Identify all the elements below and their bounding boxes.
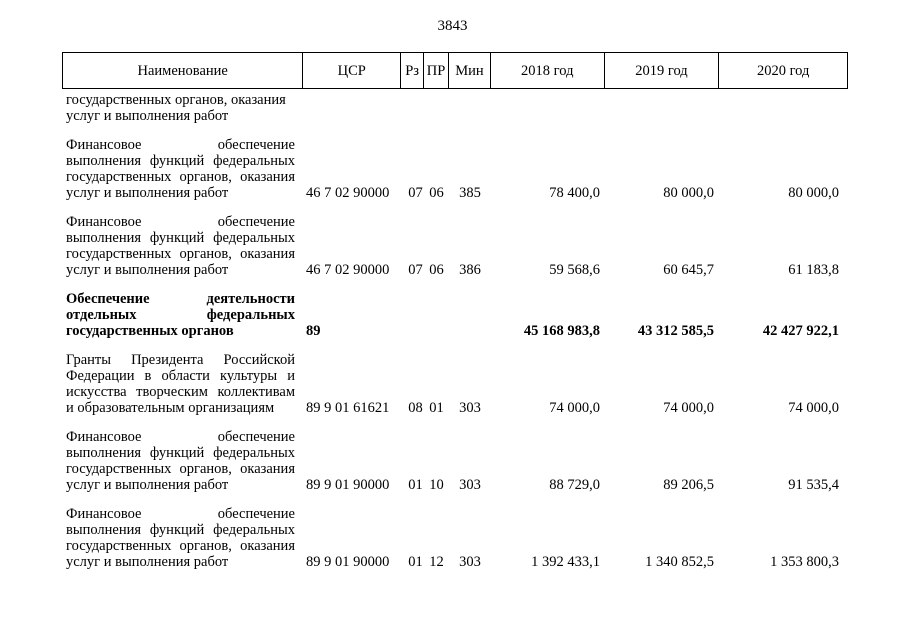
- table-body: [62, 92, 848, 570]
- page-number: 3843: [437, 18, 468, 34]
- row-name-line: выполнения функций федеральных: [66, 153, 295, 169]
- row-name-line: услуг и выполнения работ: [66, 108, 229, 124]
- row-gap: [62, 339, 848, 352]
- row-pr: 10: [429, 477, 444, 493]
- row-min: 303: [459, 400, 481, 416]
- row-2019: 1 340 852,5: [645, 554, 714, 570]
- row-name-line: услуг и выполнения работ: [66, 477, 229, 493]
- row-name-line: государственных органов, оказания: [66, 246, 295, 262]
- row-gap: [62, 278, 848, 291]
- row-name-line: Финансовое обеспечение: [66, 214, 295, 230]
- row-2019: 80 000,0: [663, 185, 714, 201]
- row-2020: 74 000,0: [788, 400, 839, 416]
- row-rz: 01: [408, 554, 423, 570]
- row-gap: [62, 201, 848, 214]
- row-csr: 89 9 01 90000: [306, 477, 390, 493]
- header-min: Мин: [449, 53, 491, 88]
- row-min: 385: [459, 185, 481, 201]
- table-row: [62, 506, 848, 570]
- row-name-line: Финансовое обеспечение: [66, 506, 295, 522]
- row-2018: 74 000,0: [549, 400, 600, 416]
- row-2020: 61 183,8: [788, 262, 839, 278]
- row-name-line: Федерации в области культуры и: [66, 368, 295, 384]
- row-2020: 80 000,0: [788, 185, 839, 201]
- row-name: [62, 291, 303, 339]
- row-name-line: государственных органов, оказания: [66, 461, 295, 477]
- row-name-line: Обеспечение деятельности: [66, 291, 295, 307]
- header-2020: 2020 год: [756, 63, 810, 79]
- table-row: [62, 291, 848, 339]
- row-rz: 07: [408, 262, 423, 278]
- row-name: [62, 429, 303, 493]
- row-min: 386: [459, 262, 481, 278]
- row-name: [62, 92, 303, 124]
- row-2019: 43 312 585,5: [637, 323, 714, 339]
- row-name-line: выполнения функций федеральных: [66, 230, 295, 246]
- row-min: 303: [459, 477, 481, 493]
- row-name-line: услуг и выполнения работ: [66, 554, 229, 570]
- row-2020: 42 427 922,1: [762, 323, 839, 339]
- row-2020: 91 535,4: [788, 477, 839, 493]
- row-csr: 89 9 01 61621: [306, 400, 390, 416]
- header-2018: 2018 год: [491, 53, 605, 88]
- table-row: [62, 137, 848, 201]
- row-2018: 78 400,0: [549, 185, 600, 201]
- table-row: [62, 92, 848, 124]
- row-rz: 07: [408, 185, 423, 201]
- row-name-line: выполнения функций федеральных: [66, 445, 295, 461]
- row-name-line: государственных органов, оказания: [66, 538, 295, 554]
- row-gap: [62, 493, 848, 506]
- row-gap: [62, 416, 848, 429]
- row-2019: 60 645,7: [663, 262, 714, 278]
- row-name-line: государственных органов, оказания: [66, 92, 286, 108]
- table-row: [62, 214, 848, 278]
- row-name: [62, 352, 303, 416]
- row-2018: 45 168 983,8: [523, 323, 600, 339]
- row-name-line: выполнения функций федеральных: [66, 522, 295, 538]
- row-gap: [62, 124, 848, 137]
- row-name-line: отдельных федеральных: [66, 307, 295, 323]
- row-2019: 74 000,0: [663, 400, 714, 416]
- row-name-line: услуг и выполнения работ: [66, 185, 229, 201]
- header-2019: 2019 год: [605, 53, 720, 88]
- row-csr: 46 7 02 90000: [306, 185, 390, 201]
- header-name: Наименование: [63, 53, 303, 88]
- header-csr: ЦСР: [303, 53, 401, 88]
- header-rz: Рз: [401, 53, 424, 88]
- table-row: [62, 352, 848, 416]
- row-name-line: услуг и выполнения работ: [66, 262, 229, 278]
- row-pr: 06: [429, 262, 444, 278]
- table-row: [62, 429, 848, 493]
- row-csr: 46 7 02 90000: [306, 262, 390, 278]
- row-2018: 88 729,0: [549, 477, 600, 493]
- row-pr: 01: [429, 400, 444, 416]
- row-2019: 89 206,5: [663, 477, 714, 493]
- row-name: [62, 214, 303, 278]
- table-header: [62, 52, 848, 89]
- row-2018: 1 392 433,1: [531, 554, 600, 570]
- row-name-line: государственных органов: [66, 323, 234, 339]
- row-name-line: Финансовое обеспечение: [66, 429, 295, 445]
- header-pr: ПР: [424, 53, 449, 88]
- row-pr: 12: [429, 554, 444, 570]
- row-name-line: Гранты Президента Российской: [66, 352, 295, 368]
- row-csr: 89: [306, 323, 321, 339]
- row-pr: 06: [429, 185, 444, 201]
- row-name-line: и образовательным организациям: [66, 400, 275, 416]
- row-rz: 01: [408, 477, 423, 493]
- row-name-line: государственных органов, оказания: [66, 169, 295, 185]
- row-csr: 89 9 01 90000: [306, 554, 390, 570]
- row-rz: 08: [408, 400, 423, 416]
- row-name: [62, 506, 303, 570]
- row-name: [62, 137, 303, 201]
- row-min: 303: [459, 554, 481, 570]
- row-name-line: Финансовое обеспечение: [66, 137, 295, 153]
- row-2018: 59 568,6: [549, 262, 600, 278]
- row-name-line: искусства творческим коллективам: [66, 384, 295, 400]
- row-2020: 1 353 800,3: [770, 554, 839, 570]
